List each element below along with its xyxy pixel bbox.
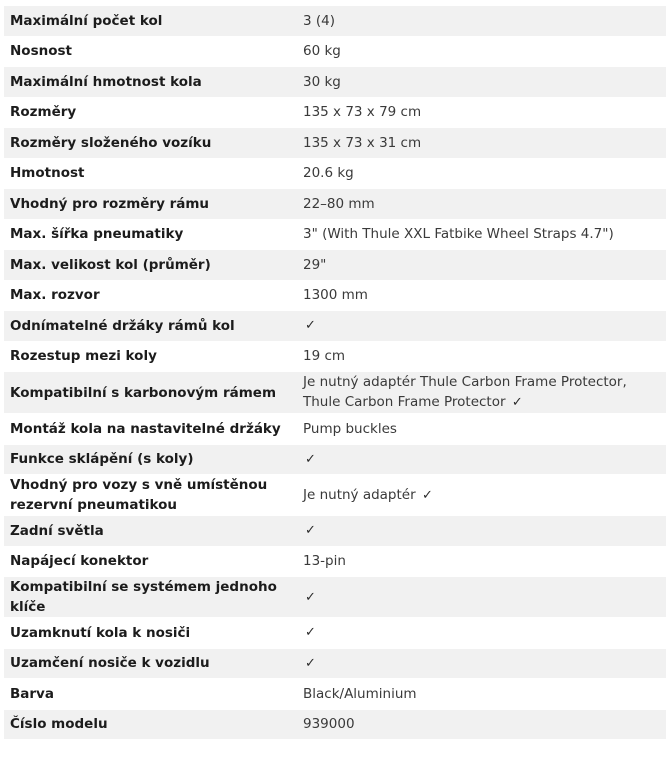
spec-label: Funkce sklápění (s koly) — [4, 445, 297, 476]
checkmark-icon: ✓ — [305, 451, 316, 467]
spec-row-tilt-function — [4, 445, 666, 476]
spec-label: Vhodný pro vozy s vně umístěnou rezervní pneumatikou — [4, 475, 297, 516]
spec-label: Hmotnost — [4, 159, 297, 190]
spec-label: Uzamčení nosiče k vozidlu — [4, 649, 297, 680]
spec-value-text: Black/Aluminium — [303, 685, 417, 702]
spec-value — [297, 710, 666, 741]
spec-row-tire-width — [4, 220, 666, 251]
spec-value — [297, 311, 666, 342]
spec-row-model-number — [4, 710, 666, 741]
spec-row-power-connector — [4, 547, 666, 578]
spec-value — [297, 342, 666, 373]
spec-label: Odnímatelné držáky rámů kol — [4, 311, 297, 342]
spec-row-one-key-system — [4, 577, 666, 618]
spec-value-text: 29" — [303, 256, 327, 273]
spec-value-text: 30 kg — [303, 73, 341, 90]
spec-label: Barva — [4, 679, 297, 710]
spec-row-adjustable-holders — [4, 414, 666, 445]
checkmark-icon: ✓ — [305, 523, 316, 539]
spec-label: Vhodný pro rozměry rámu — [4, 189, 297, 220]
spec-table — [4, 6, 666, 740]
spec-table-body — [4, 6, 666, 740]
spec-value — [297, 128, 666, 159]
spec-row-capacity — [4, 37, 666, 68]
spec-value — [297, 250, 666, 281]
spec-row-spare-tire — [4, 475, 666, 516]
spec-label: Uzamknutí kola k nosiči — [4, 618, 297, 649]
spec-label: Nosnost — [4, 37, 297, 68]
spec-label: Kompatibilní se systémem jednoho klíče — [4, 577, 297, 618]
checkmark-icon: ✓ — [421, 487, 433, 503]
spec-value-text: 135 x 73 x 79 cm — [303, 104, 422, 121]
spec-value — [297, 281, 666, 312]
spec-label: Maximální počet kol — [4, 6, 297, 37]
spec-value — [297, 649, 666, 680]
spec-value — [297, 98, 666, 129]
spec-value — [297, 189, 666, 220]
spec-row-removable-frame-holders — [4, 311, 666, 342]
spec-value — [297, 414, 666, 445]
spec-label: Max. šířka pneumatiky — [4, 220, 297, 251]
spec-value-text: 939000 — [303, 716, 355, 733]
spec-label: Rozměry — [4, 98, 297, 129]
spec-value-text: 22–80 mm — [303, 195, 375, 212]
spec-value — [297, 67, 666, 98]
spec-value — [297, 37, 666, 68]
spec-label: Max. velikost kol (průměr) — [4, 250, 297, 281]
spec-label: Kompatibilní s karbonovým rámem — [4, 372, 297, 414]
spec-value-text: Je nutný adaptér — [303, 486, 416, 503]
spec-row-carbon-frame — [4, 372, 666, 414]
spec-value-text: 60 kg — [303, 43, 341, 60]
spec-label: Rozměry složeného vozíku — [4, 128, 297, 159]
spec-row-bike-lock — [4, 618, 666, 649]
spec-row-rear-lights — [4, 516, 666, 547]
spec-value-text: Pump buckles — [303, 420, 397, 437]
spec-value — [297, 679, 666, 710]
checkmark-icon: ✓ — [305, 655, 316, 671]
spec-label: Zadní světla — [4, 516, 297, 547]
spec-value-text: Je nutný adaptér Thule Carbon Frame Protector, Thule Carbon Frame Protector — [303, 374, 627, 410]
spec-label: Montáž kola na nastavitelné držáky — [4, 414, 297, 445]
spec-value — [297, 6, 666, 37]
spec-value — [297, 516, 666, 547]
spec-label: Napájecí konektor — [4, 547, 297, 578]
spec-label: Maximální hmotnost kola — [4, 67, 297, 98]
checkmark-icon: ✓ — [511, 395, 523, 410]
checkmark-icon: ✓ — [305, 318, 316, 334]
spec-label: Rozestup mezi koly — [4, 342, 297, 373]
spec-value-text: 19 cm — [303, 348, 346, 365]
spec-row-weight — [4, 159, 666, 190]
spec-value-text: 135 x 73 x 31 cm — [303, 134, 422, 151]
spec-row-wheelbase — [4, 281, 666, 312]
spec-row-wheel-size — [4, 250, 666, 281]
spec-row-max-bike-weight — [4, 67, 666, 98]
spec-value — [297, 618, 666, 649]
spec-label: Číslo modelu — [4, 710, 297, 741]
spec-value-text: 13-pin — [303, 553, 346, 570]
spec-row-color — [4, 679, 666, 710]
spec-value — [297, 220, 666, 251]
spec-row-dimensions — [4, 98, 666, 129]
spec-value — [297, 445, 666, 476]
spec-label: Max. rozvor — [4, 281, 297, 312]
spec-value-text: 20.6 kg — [303, 165, 354, 182]
spec-value-text: 3 (4) — [303, 12, 336, 29]
spec-row-frame-size — [4, 189, 666, 220]
spec-value — [297, 159, 666, 190]
spec-value — [297, 547, 666, 578]
spec-row-bike-spacing — [4, 342, 666, 373]
spec-row-max-bikes — [4, 6, 666, 37]
spec-value — [297, 577, 666, 618]
spec-value — [297, 372, 666, 414]
spec-value-text: 1300 mm — [303, 287, 368, 304]
spec-row-folded-dimensions — [4, 128, 666, 159]
spec-value-text: 3" (With Thule XXL Fatbike Wheel Straps 4.7") — [303, 226, 614, 243]
spec-value — [297, 475, 666, 516]
checkmark-icon: ✓ — [305, 589, 316, 605]
spec-row-carrier-lock — [4, 649, 666, 680]
checkmark-icon: ✓ — [305, 625, 316, 641]
